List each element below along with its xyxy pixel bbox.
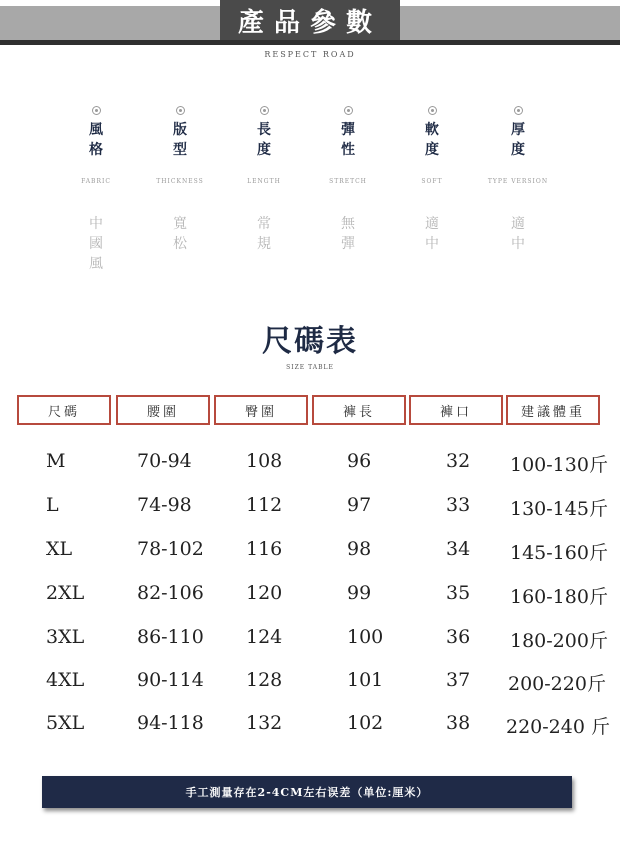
cell-waist: 94-118 (137, 712, 204, 734)
param-english: LENGTH (247, 178, 281, 185)
cell-weight: 145-160斤 (510, 542, 608, 564)
size-table-subtitle: SIZE TABLE (286, 364, 334, 371)
cell-length: 96 (347, 450, 372, 472)
page-subtitle: RESPECT ROAD (264, 50, 356, 59)
radio-dot-icon (260, 106, 269, 115)
cell-size: 2XL (46, 582, 85, 604)
cell-hip: 116 (246, 538, 283, 560)
cell-size: 3XL (46, 626, 85, 648)
cell-waist: 82-106 (137, 582, 204, 604)
radio-dot-icon (176, 106, 185, 115)
param-softness (392, 106, 472, 252)
cell-length: 98 (347, 538, 372, 560)
size-table-title: 尺碼表 (262, 324, 358, 359)
cell-waist: 70-94 (137, 450, 192, 472)
cell-leg-opening: 32 (446, 450, 471, 472)
cell-size: 4XL (46, 669, 85, 691)
param-length (224, 106, 304, 252)
cell-size: XL (46, 538, 73, 560)
header-waist: 腰圍 (116, 395, 210, 425)
param-value: 常規 (257, 216, 271, 252)
param-value: 中國風 (89, 216, 103, 272)
header-hip: 臀圍 (214, 395, 308, 425)
param-english: THICKNESS (156, 178, 204, 185)
banner-underline (0, 40, 620, 45)
param-value: 寬松 (173, 216, 187, 252)
header-leg-opening: 褲口 (409, 395, 503, 425)
cell-leg-opening: 37 (446, 669, 471, 691)
cell-leg-opening: 34 (446, 538, 471, 560)
header-banner (0, 0, 620, 46)
cell-size: 5XL (46, 712, 85, 734)
cell-length: 97 (347, 494, 372, 516)
param-name: 風格 (89, 122, 103, 158)
param-name: 彈性 (341, 122, 355, 158)
cell-waist: 78-102 (137, 538, 204, 560)
cell-weight: 220-240 斤 (506, 716, 610, 738)
cell-length: 102 (347, 712, 384, 734)
cell-hip: 108 (246, 450, 283, 472)
param-english: TYPE VERSION (487, 178, 549, 185)
radio-dot-icon (514, 106, 523, 115)
cell-hip: 120 (246, 582, 283, 604)
param-english: STRETCH (329, 178, 367, 185)
cell-size: M (46, 450, 66, 472)
cell-length: 101 (347, 669, 384, 691)
header-length: 褲長 (312, 395, 406, 425)
param-name: 軟度 (425, 122, 439, 158)
cell-weight: 100-130斤 (510, 454, 608, 476)
param-style (56, 106, 136, 272)
header-size: 尺碼 (17, 395, 111, 425)
cell-weight: 130-145斤 (510, 498, 608, 520)
param-value: 適中 (425, 216, 439, 252)
cell-hip: 112 (246, 494, 283, 516)
param-english: FABRIC (81, 178, 111, 185)
header-weight: 建議體重 (506, 395, 600, 425)
param-value: 無彈 (341, 216, 355, 252)
cell-leg-opening: 35 (446, 582, 471, 604)
param-english: SOFT (421, 178, 443, 185)
param-name: 厚度 (511, 122, 525, 158)
cell-leg-opening: 33 (446, 494, 471, 516)
cell-hip: 132 (246, 712, 283, 734)
radio-dot-icon (92, 106, 101, 115)
param-thickness (478, 106, 558, 252)
cell-waist: 86-110 (137, 626, 204, 648)
cell-hip: 128 (246, 669, 283, 691)
cell-length: 100 (347, 626, 384, 648)
cell-weight: 200-220斤 (508, 673, 606, 695)
product-parameters (56, 106, 576, 286)
cell-waist: 90-114 (137, 669, 204, 691)
cell-leg-opening: 38 (446, 712, 471, 734)
param-name: 版型 (173, 122, 187, 158)
radio-dot-icon (428, 106, 437, 115)
radio-dot-icon (344, 106, 353, 115)
cell-weight: 160-180斤 (510, 586, 608, 608)
param-name: 長度 (257, 122, 271, 158)
page-title: 產品參數 (220, 0, 400, 40)
param-value: 適中 (511, 216, 525, 252)
cell-leg-opening: 36 (446, 626, 471, 648)
cell-waist: 74-98 (137, 494, 192, 516)
measurement-note: 手工測量存在2-4CM左右误差（单位:厘米） (42, 776, 572, 808)
cell-size: L (46, 494, 59, 516)
cell-weight: 180-200斤 (510, 630, 608, 652)
param-stretch (308, 106, 388, 252)
cell-length: 99 (347, 582, 372, 604)
param-fit (140, 106, 220, 252)
cell-hip: 124 (246, 626, 283, 648)
